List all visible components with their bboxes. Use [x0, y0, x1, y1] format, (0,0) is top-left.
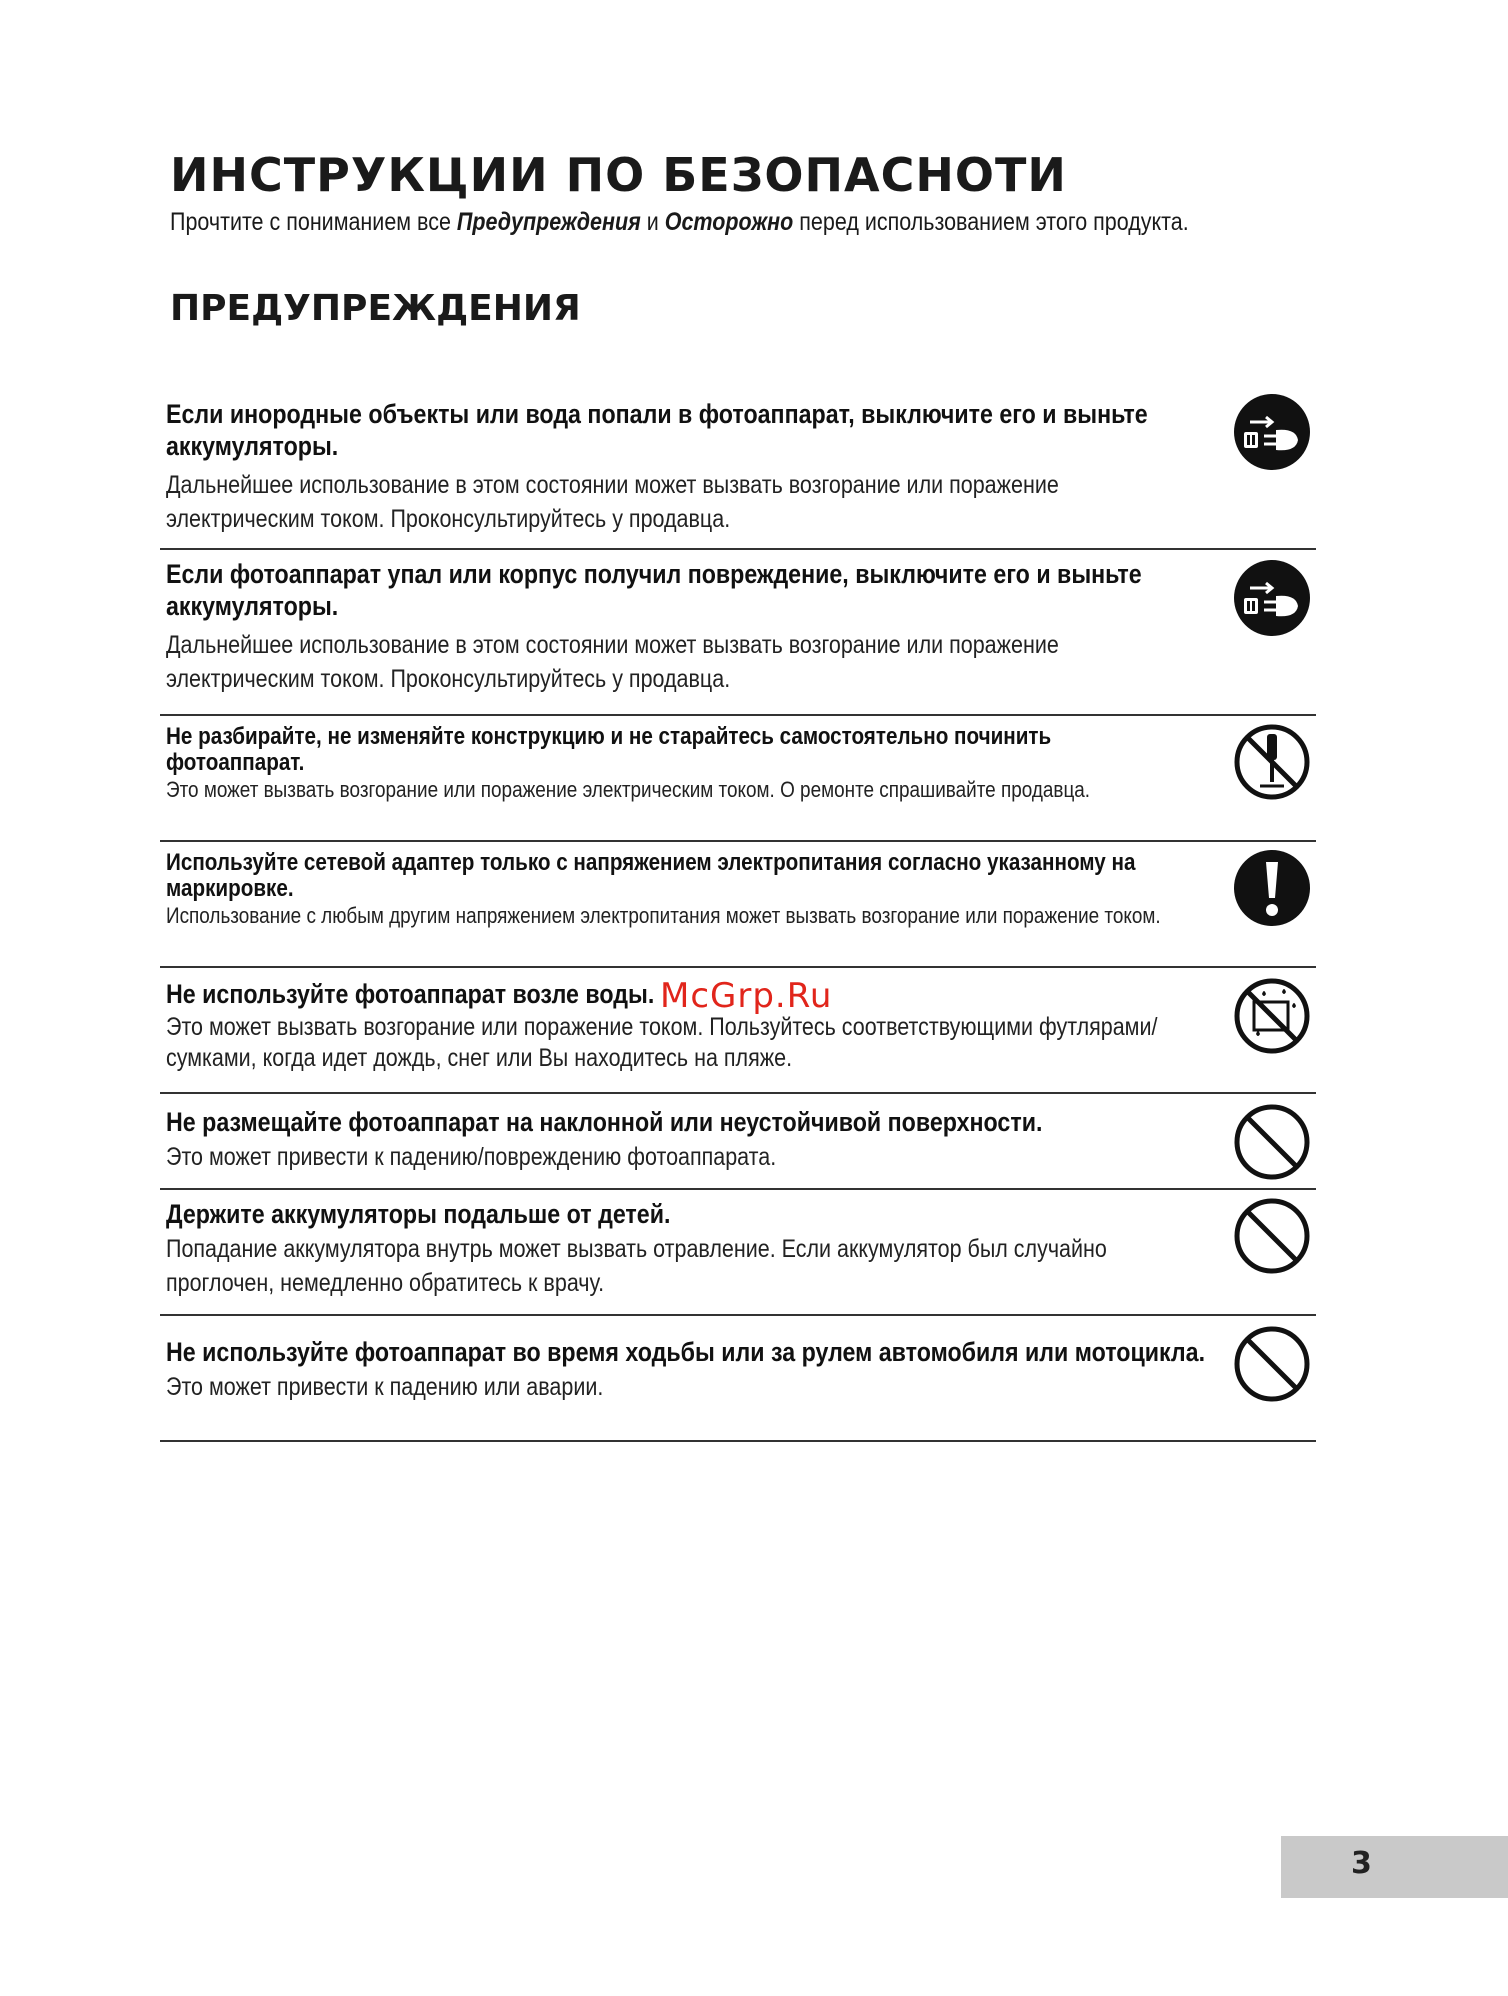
prohibition-icon [1232, 1324, 1312, 1404]
intro-after: перед использованием этого продукта. [793, 208, 1189, 236]
section-title: ПРЕДУПРЕЖДЕНИЯ [170, 288, 581, 329]
warning-text: Это может вызвать возгорание или поражение электрическим током. О ремонте спрашивайте продавца. [166, 777, 1091, 802]
warning-heading: Не размещайте фотоаппарат на наклонной или неустойчивой поверхности. [166, 1107, 1043, 1137]
unplug-icon [1232, 392, 1312, 472]
warning-item [160, 384, 1316, 550]
intro-emphasis-warnings: Предупреждения [456, 208, 641, 236]
no-water-icon [1232, 976, 1312, 1056]
warning-text: Использование с любым другим напряжением электропитания может вызвать возгорание или поражение током. [166, 903, 1161, 928]
unplug-icon [1232, 558, 1312, 638]
intro-before: Прочтите с пониманием все [170, 208, 457, 236]
warning-text: Это может вызвать возгорание или поражение током. Пользуйтесь соответствующими футлярами/сумками, когда идет дождь, снег или Вы находитесь на пляже. [166, 1013, 1158, 1072]
page-number-tab [1281, 1836, 1508, 1898]
warning-heading: Не используйте фотоаппарат возле воды. [166, 979, 655, 1009]
warning-item [160, 1316, 1316, 1442]
warning-item [160, 550, 1316, 716]
warning-text: Дальнейшее использование в этом состоянии может вызвать возгорание или поражение электрическим током. Проконсультируйтесь у продавца. [166, 471, 1059, 533]
warning-heading: Используйте сетевой адаптер только с напряжением электропитания согласно указанному на маркировке. [166, 849, 1136, 902]
watermark: McGrp.Ru [660, 976, 833, 1016]
warning-item [160, 842, 1316, 968]
warning-heading: Не используйте фотоаппарат во время ходьбы или за рулем автомобиля или мотоцикла. [166, 1337, 1206, 1367]
page-number: 3 [1351, 1846, 1372, 1881]
warning-item [160, 1094, 1316, 1190]
warning-heading: Не разбирайте, не изменяйте конструкцию и не старайтесь самостоятельно починить фотоаппарат. [166, 723, 1052, 776]
warning-text: Попадание аккумулятора внутрь может вызвать отравление. Если аккумулятор был случайно проглочен, немедленно обратитесь к врачу. [166, 1235, 1107, 1297]
warning-text: Дальнейшее использование в этом состоянии может вызвать возгорание или поражение электрическим током. Проконсультируйтесь у продавца. [166, 631, 1059, 693]
warning-heading: Если инородные объекты или вода попали в фотоаппарат, выключите его и выньте аккумуляторы. [166, 399, 1148, 461]
no-disassembly-icon [1232, 722, 1312, 802]
intro-emphasis-caution: Осторожно [664, 208, 794, 236]
intro-text [170, 208, 1189, 237]
warning-item [160, 716, 1316, 842]
prohibition-icon [1232, 1196, 1312, 1276]
exclamation-icon [1232, 848, 1312, 928]
warning-text: Это может привести к падению или аварии. [166, 1373, 604, 1401]
warnings-list [160, 384, 1316, 1442]
page-title: ИНСТРУКЦИИ ПО БЕЗОПАСНОТИ [170, 148, 1067, 202]
warning-text: Это может привести к падению/повреждению фотоаппарата. [166, 1143, 777, 1171]
warning-heading: Если фотоаппарат упал или корпус получил повреждение, выключите его и выньте аккумуляторы. [166, 559, 1142, 621]
intro-mid: и [640, 208, 665, 236]
prohibition-icon [1232, 1102, 1312, 1182]
warning-heading: Держите аккумуляторы подальше от детей. [166, 1199, 671, 1229]
warning-item [160, 1190, 1316, 1316]
